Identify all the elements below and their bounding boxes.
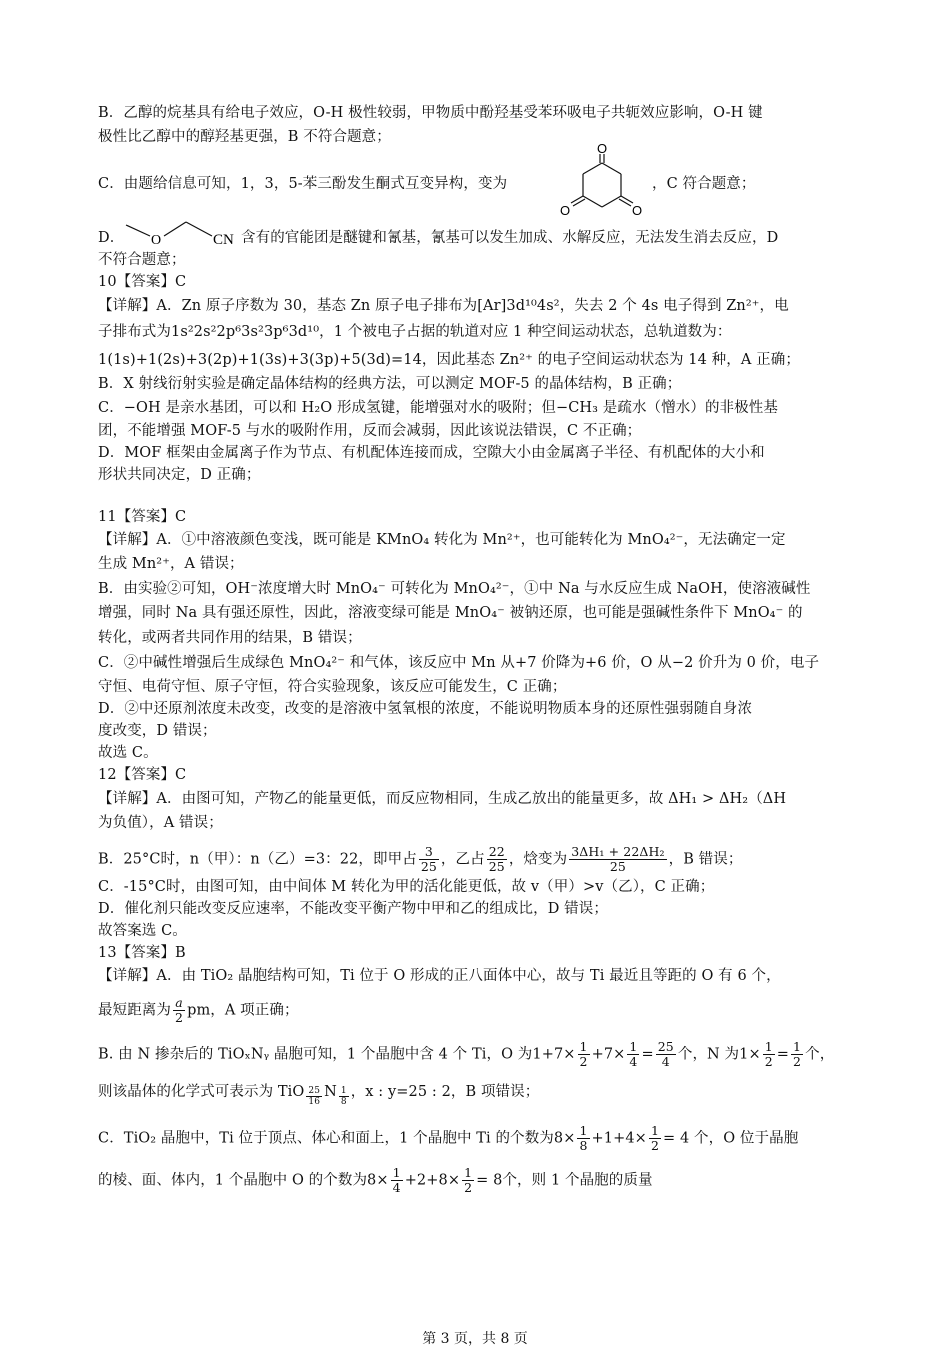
text-line — [98, 1124, 858, 1153]
text-span: 的棱、面、体内，1 个晶胞中 O 的个数为8× — [98, 1172, 389, 1189]
text-span: 守恒、电荷守恒、原子守恒，符合实验现象，该反应可能发生，C 正确； — [98, 679, 567, 695]
fraction — [578, 1040, 590, 1069]
denominator: 25 — [609, 859, 626, 874]
text-line — [98, 877, 858, 897]
text-span: C．由题给信息可知，1，3，5-苯三酚发生酮式互变异构，变为 — [98, 176, 508, 192]
numerator: a — [173, 996, 185, 1011]
numerator: 1 — [579, 1123, 588, 1138]
text-span: 不符合题意； — [98, 252, 186, 268]
text-span: = 4 个，O 位于晶胞 — [663, 1130, 799, 1147]
text-span: B．由实验②可知，OH⁻浓度增大时 MnO₄⁻ 可转化为 MnO₄²⁻，①中 Na 与水反应生成 NaOH，使溶液碱性 — [98, 581, 811, 597]
text-span: 【详解】A．Zn 原子序数为 30，基态 Zn 原子电子排布为[Ar]3d¹⁰4s²，失去 2 个 4s 电子得到 Zn²⁺，电 — [98, 298, 789, 314]
text-span: C．TiO₂ 晶胞中，Ti 位于顶点、体心和面上，1 个晶胞中 Ti 的个数为8× — [98, 1130, 576, 1147]
numerator: 1 — [464, 1165, 473, 1180]
denominator: 25 — [488, 859, 505, 874]
text-line — [98, 127, 858, 147]
text-line — [98, 250, 858, 270]
fraction — [173, 996, 185, 1025]
text-span: 1(1s)+1(2s)+3(2p)+1(3s)+3(3p)+5(3d)=14，因此基态 Zn²⁺ 的电子空间运动状态为 14 种，A 正确； — [98, 352, 800, 368]
text-line — [98, 653, 858, 673]
fraction — [791, 1040, 803, 1069]
text-line — [98, 628, 858, 648]
denominator: 2 — [650, 1138, 659, 1153]
text-span: 生成 Mn²⁺，A 错误； — [98, 556, 244, 572]
denominator: 4 — [661, 1054, 670, 1069]
text-line — [98, 1082, 858, 1107]
text-line — [98, 322, 858, 342]
text-line — [98, 103, 858, 123]
denominator: 4 — [392, 1180, 401, 1195]
denominator: 2 — [764, 1054, 773, 1069]
text-span: 【详解】A．①中溶液颜色变浅，既可能是 KMnO₄ 转化为 Mn²⁺，也可能转化为 MnO₄²⁻，无法确定一定 — [98, 532, 786, 548]
text-line — [98, 374, 858, 394]
text-line — [98, 789, 858, 809]
text-line — [98, 743, 858, 763]
text-line — [98, 996, 858, 1025]
answer-heading — [98, 272, 858, 292]
denominator: 4 — [629, 1054, 638, 1069]
text-span: B．乙醇的烷基具有给电子效应，O-H 极性较弱，甲物质中酚羟基受苯环吸电子共轭效应影响，O-H 键 — [98, 105, 763, 121]
denominator: 2 — [464, 1180, 473, 1195]
oxygen-label: O — [151, 233, 162, 248]
text-span: 故选 C。 — [98, 745, 158, 761]
text-span: D． — [98, 230, 125, 246]
text-span: B．25°C时，n（甲）：n（乙）=3：22，即甲占 — [98, 851, 417, 868]
text-span: 子排布式为1s²2s²2p⁶3s²3p⁶3d¹⁰，1 个被电子占据的轨道对应 1 种空间运动状态，总轨道数为： — [98, 324, 732, 340]
numerator: 1 — [650, 1123, 659, 1138]
answer-heading — [98, 507, 858, 527]
text-line — [98, 579, 858, 599]
text-span: = — [641, 1046, 654, 1063]
subscript-fraction — [339, 1086, 349, 1107]
fraction — [487, 845, 507, 874]
nitrile-label: CN — [213, 232, 234, 248]
answer-heading — [98, 765, 858, 785]
text-span: ，C 符合题意； — [652, 176, 756, 192]
text-span: ，B 错误； — [668, 851, 743, 868]
text-span: 12【答案】C — [98, 767, 187, 783]
text-line — [98, 921, 858, 941]
text-span: D．催化剂只能改变反应速率，不能改变平衡产物中甲和乙的组成比，D 错误； — [98, 901, 608, 917]
fraction — [419, 845, 439, 874]
fraction — [649, 1124, 661, 1153]
text-line — [98, 465, 858, 485]
text-line — [241, 228, 861, 248]
text-span: C．-15°C时，由图可知，由中间体 M 转化为甲的活化能更低，故 v（甲）>v（乙），C 正确； — [98, 879, 715, 895]
text-span: 最短距离为 — [98, 1002, 171, 1019]
text-span: N — [324, 1084, 337, 1100]
denominator: 25 — [420, 859, 437, 874]
subscript-fraction — [306, 1086, 322, 1107]
text-span: ，焓变为 — [508, 851, 568, 868]
text-span: B. 由 N 掺杂后的 TiOₓNᵧ 晶胞可知，1 个晶胞中含 4 个 Ti，O 为1+7× — [98, 1046, 576, 1063]
text-span: 含有的官能团是醚键和氰基，氰基可以发生加成、水解反应，无法发生消去反应，D — [241, 230, 779, 246]
text-span: 个， — [805, 1046, 835, 1063]
text-line — [98, 421, 858, 441]
fraction — [763, 1040, 775, 1069]
oxygen-label: O — [597, 143, 608, 156]
text-line — [98, 554, 858, 574]
oxygen-label: O — [632, 203, 643, 218]
fraction — [627, 1040, 639, 1069]
numerator: 22 — [488, 844, 505, 859]
text-span: 度改变，D 错误； — [98, 723, 217, 739]
numerator: 25 — [308, 1086, 321, 1096]
numerator: 1 — [764, 1039, 773, 1054]
numerator: 1 — [579, 1039, 588, 1054]
text-span: D．MOF 框架由金属离子作为节点、有机配体连接而成，空隙大小由金属离子半径、有机配体的大小和 — [98, 445, 765, 461]
fraction — [462, 1166, 474, 1195]
text-line — [98, 813, 858, 833]
text-line — [98, 398, 858, 418]
numerator: 1 — [340, 1086, 347, 1096]
oxygen-label: O — [560, 203, 571, 218]
text-span: pm，A 项正确； — [187, 1002, 299, 1019]
text-span: +1+4× — [591, 1130, 647, 1147]
denominator: 2 — [579, 1054, 588, 1069]
denominator: 16 — [308, 1097, 321, 1107]
text-line — [98, 1040, 858, 1069]
numerator: 3ΔH₁ + 22ΔH₂ — [571, 844, 665, 859]
numerator: 1 — [629, 1039, 638, 1054]
text-span: ，乙占 — [440, 851, 485, 868]
text-span: 则该晶体的化学式可表示为 TiO — [98, 1084, 305, 1100]
text-span: C．②中碱性增强后生成绿色 MnO₄²⁻ 和气体，该反应中 Mn 从+7 价降为+6 价，O 从−2 价升为 0 价，电子 — [98, 655, 820, 671]
page-footer: 第 3 页，共 8 页 — [422, 1331, 528, 1347]
denominator: 8 — [340, 1097, 347, 1107]
text-span: ，x : y=25 : 2，B 项错误； — [350, 1084, 540, 1100]
text-span: = 8个，则 1 个晶胞的质量 — [476, 1172, 653, 1189]
text-span: 极性比乙醇中的醇羟基更强，B 不符合题意； — [98, 129, 391, 145]
text-span: 10【答案】C — [98, 274, 187, 290]
text-span: +7× — [591, 1046, 626, 1063]
text-span: 形状共同决定，D 正确； — [98, 467, 261, 483]
fraction — [391, 1166, 403, 1195]
fraction — [656, 1040, 676, 1069]
text-span: +2+8× — [404, 1172, 461, 1189]
numerator: 25 — [657, 1039, 674, 1054]
text-span: D．②中还原剂浓度未改变，改变的是溶液中氢氧根的浓度，不能说明物质本身的还原性强弱随自身浓 — [98, 701, 753, 717]
text-line — [98, 721, 858, 741]
text-span: 【详解】A．由图可知，产物乙的能量更低，而反应物相同，生成乙放出的能量更多，故 ΔH₁ > ΔH₂（ΔH — [98, 791, 787, 807]
text-span: 团，不能增强 MOF-5 与水的吸附作用，反而会减弱，因此该说法错误，C 不正确； — [98, 423, 642, 439]
text-span: 个，N 为1× — [677, 1046, 761, 1063]
ether-nitrile-structure — [120, 216, 245, 250]
denominator: 8 — [579, 1138, 588, 1153]
text-span: 增强，同时 Na 具有强还原性，因此，溶液变绿可能是 MnO₄⁻ 被钠还原，也可能是强碱性条件下 MnO₄⁻ 的 — [98, 605, 803, 621]
text-line — [98, 296, 858, 316]
denominator: 2 — [793, 1054, 802, 1069]
text-span: B．X 射线衍射实验是确定晶体结构的经典方法，可以测定 MOF-5 的晶体结构，B 正确； — [98, 376, 682, 392]
text-span: = — [776, 1046, 790, 1063]
fraction — [569, 845, 666, 874]
text-line — [98, 699, 858, 719]
text-line — [98, 1166, 858, 1195]
text-line — [98, 350, 858, 370]
text-span: 【详解】A．由 TiO₂ 晶胞结构可知，Ti 位于 O 形成的正八面体中心，故与 Ti 最近且等距的 O 有 6 个， — [98, 968, 781, 984]
text-line — [98, 966, 858, 986]
text-span: 为负值），A 错误； — [98, 815, 223, 831]
text-line — [98, 603, 858, 623]
text-line — [98, 899, 858, 919]
fraction — [577, 1124, 589, 1153]
numerator: 1 — [793, 1039, 802, 1054]
text-span: 故答案选 C。 — [98, 923, 187, 939]
text-line — [98, 530, 858, 550]
numerator: 3 — [419, 845, 439, 860]
text-span: 11【答案】C — [98, 509, 187, 525]
text-span: 转化，或两者共同作用的结果，B 错误； — [98, 630, 362, 646]
cyclohexanetrione-structure — [555, 143, 650, 221]
text-line — [98, 845, 858, 874]
answer-heading — [98, 943, 858, 963]
text-line — [652, 174, 772, 194]
numerator: 1 — [392, 1165, 401, 1180]
text-line — [98, 677, 858, 697]
text-span: 13【答案】B — [98, 945, 186, 961]
text-span: C．−OH 是亲水基团，可以和 H₂O 形成氢键，能增强对水的吸附；但−CH₃ 是疏水（憎水）的非极性基 — [98, 400, 778, 416]
denominator: 2 — [175, 1010, 184, 1025]
text-line — [98, 443, 858, 463]
